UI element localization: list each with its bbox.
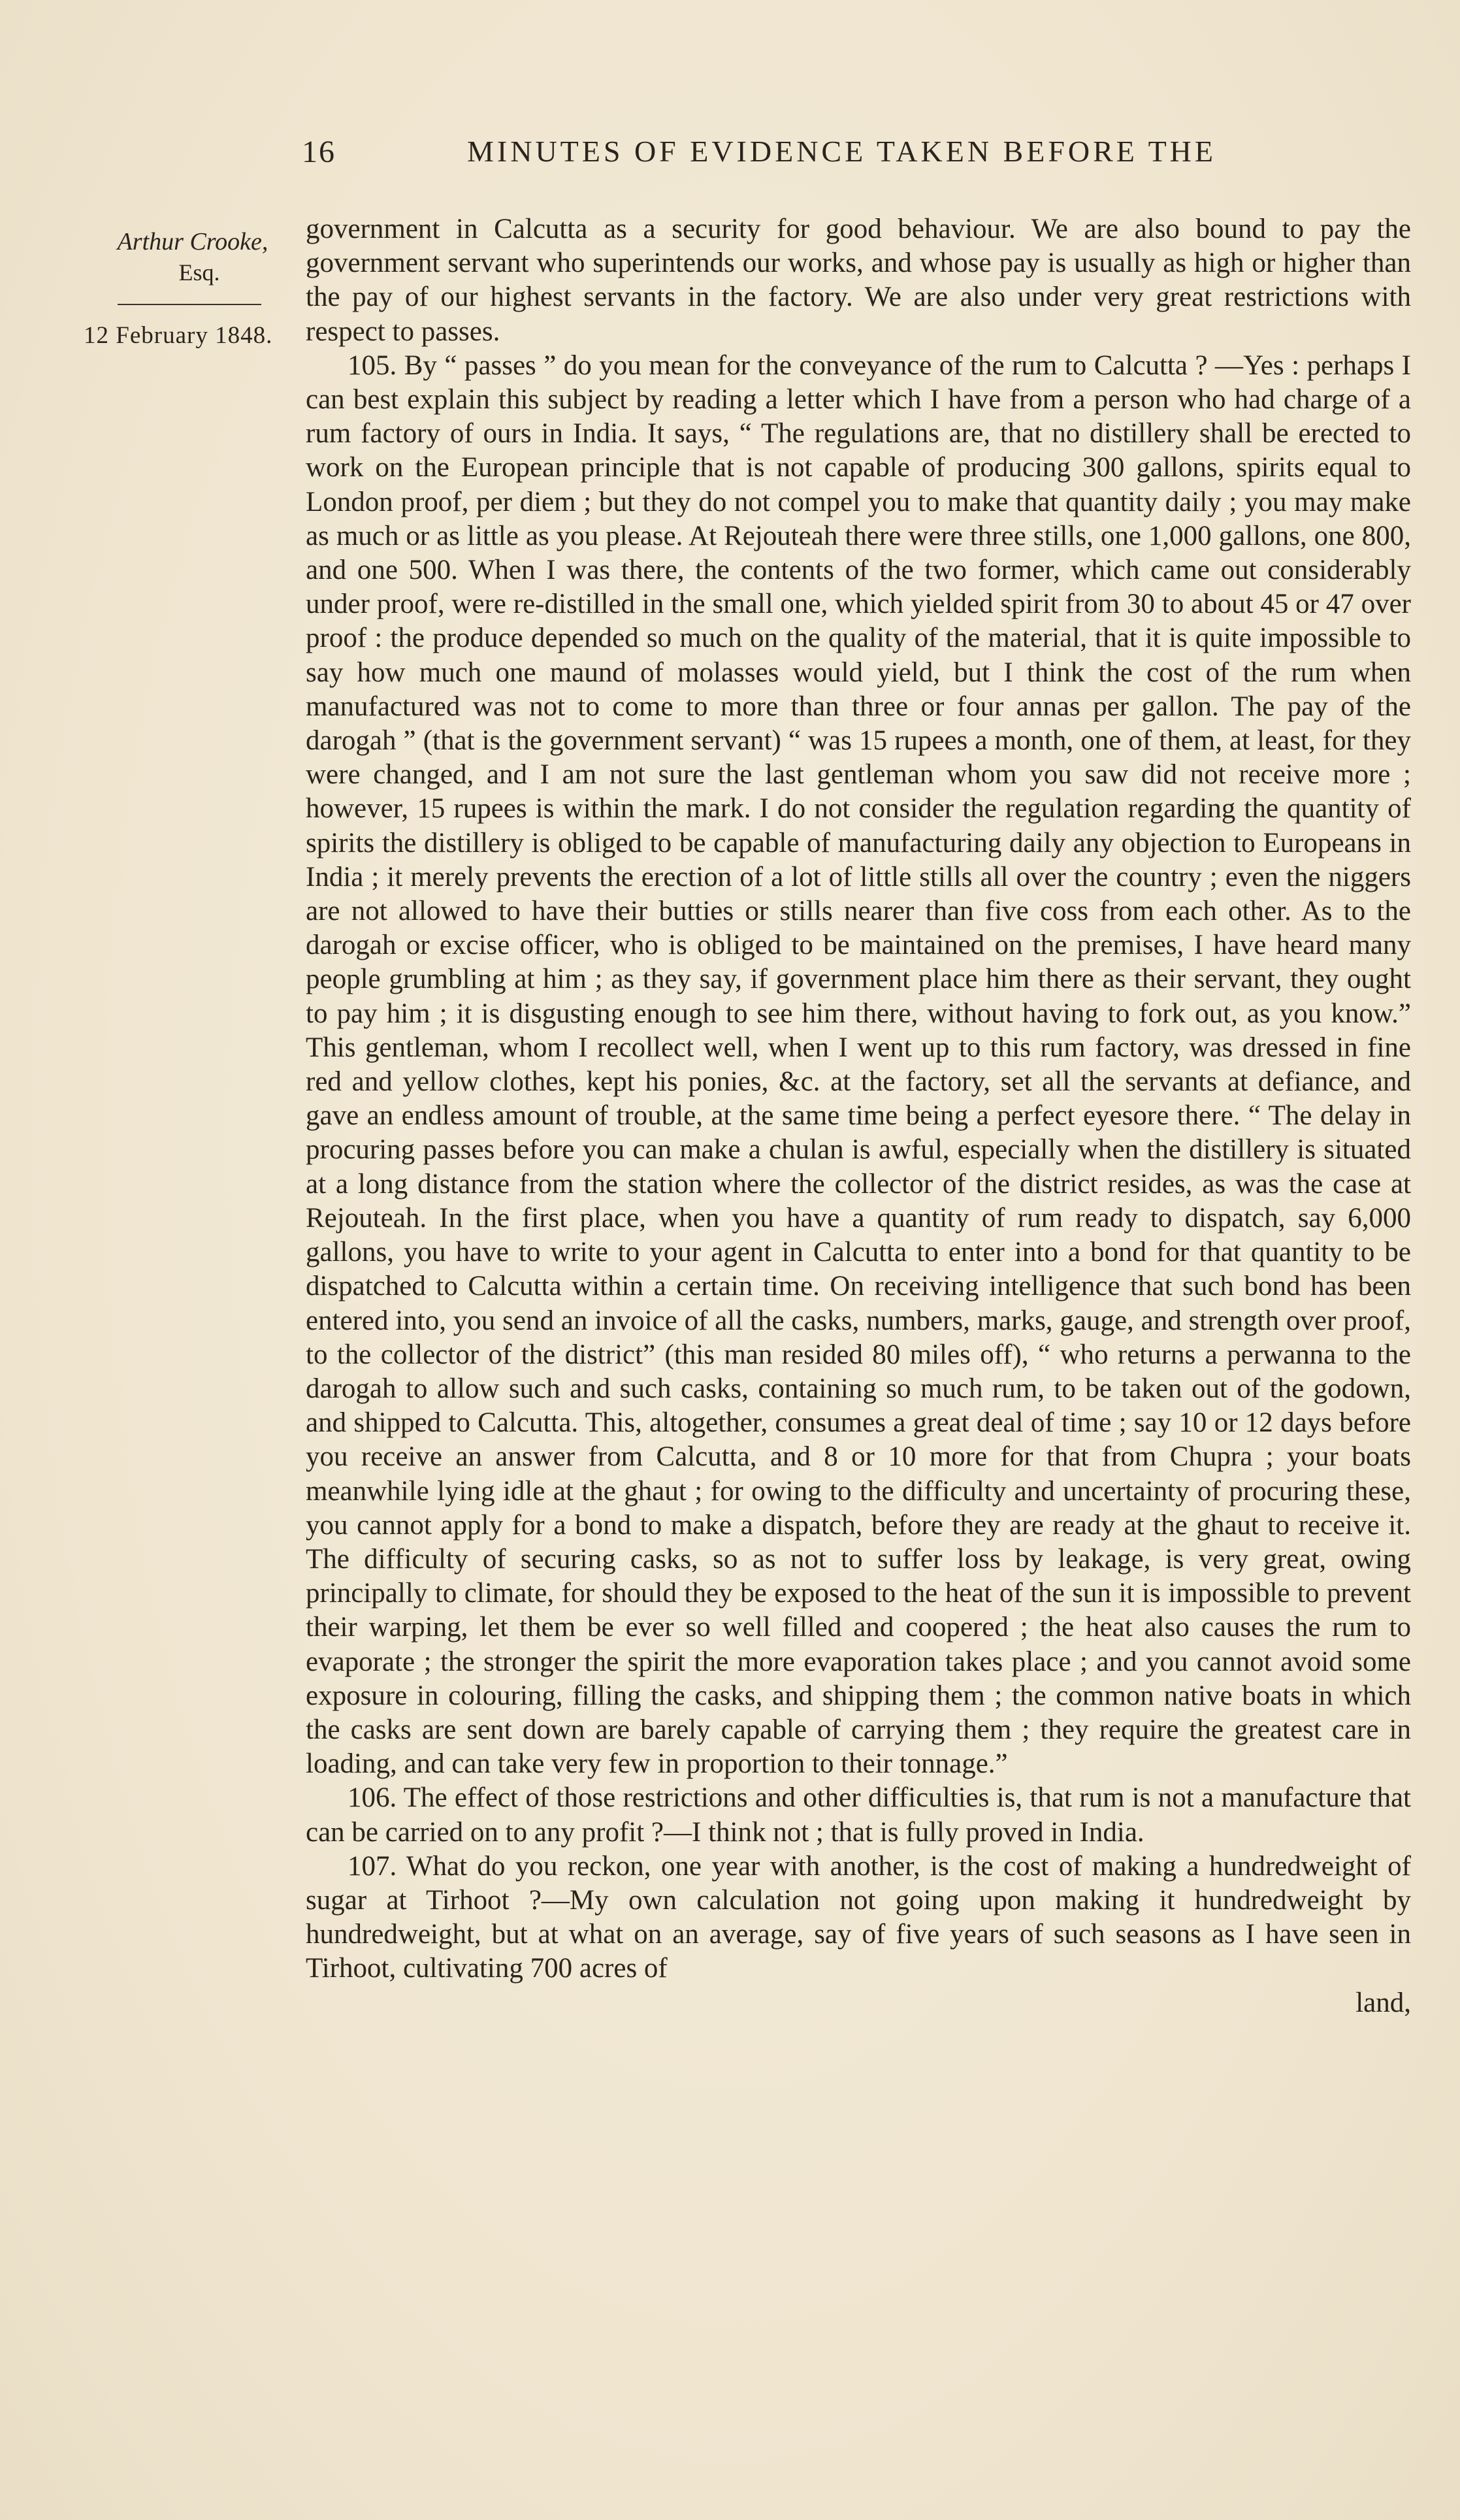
margin-rule: [118, 304, 261, 305]
paragraph-question-107: 107. What do you reckon, one year with another, is the cost of making a hundredweight of sugar at Tirhoot ?—My own calculation not going upon making it hundredweight by hundredweight, but at what on an average, say of five years of such seasons as I have seen in Tirhoot, cultivating 700 acres of: [306, 1850, 1411, 1984]
page-header: [0, 134, 1460, 186]
margin-note: [78, 225, 294, 305]
catchword: land,: [1355, 1987, 1411, 2018]
body-text: [306, 212, 1411, 2020]
paragraph-continuation: government in Calcutta as a security for good behaviour. We are also bound to pay the government servant who superintends our works, and whose pay is usually as high or higher than the pay of our highest servants in the factory. We are also under very great restrictions with respect to passes.: [306, 214, 1411, 347]
paragraph-question-106: 106. The effect of those restrictions and other difficulties is, that rum is not a manufacture that can be carried on to any profit ?—I think not ; that is fully proved in India.: [306, 1782, 1411, 1848]
witness-title: Esq.: [178, 259, 220, 286]
witness-date: 12 February 1848.: [84, 322, 273, 349]
running-title: MINUTES OF EVIDENCE TAKEN BEFORE THE: [467, 135, 1216, 168]
paragraph-question-105: 105. By “ passes ” do you mean for the conveyance of the rum to Calcutta ? —Yes : perhaps I can best explain this subject by reading a letter which I have from a person who had charge of a rum factory of ours in India. It says, “ The regulations are, that no distillery shall be erected to work on the European principle that is not capable of producing 300 gallons, spirits equal to London proof, per diem ; but they do not compel you to make that quantity daily ; you may make as much or as little as you please. At Rejouteah there were three stills, one 1,000 gallons, one 800, and one 500. When I was there, the contents of the two former, which came out considerably under proof, were re-distilled in the small one, which yielded spirit from 30 to about 45 or 47 over proof : the produce depended so much on the quality of the material, that it is quite impossible to say how much one maund of molasses would yield, but I think the cost of the rum when manufactured was not to come to more than three or four annas per gallon. The pay of the darogah ” (that is the government servant) “ was 15 rupees a month, one of them, at least, for they were changed, and I am not sure the last gentleman whom you saw did not receive more ; however, 15 rupees is within the mark. I do not consider the regulation regarding the quantity of spirits the distillery is obliged to be capable of manufacturing daily any objection to Europeans in India ; it merely prevents the erection of a lot of little stills all over the country ; even the niggers are not allowed to have their butties or stills nearer than five coss from each other. As to the darogah or excise officer, who is obliged to be maintained on the premises, I have heard many people grumbling at him ; as they say, if government place him there as their servant, they ought to pay him ; it is disgusting enough to see him there, without having to fork out, as you know.” This gentleman, whom I recollect well, when I went up to this rum factory, was dressed in fine red and yellow clothes, kept his ponies, &c. at the factory, set all the servants at defiance, and gave an endless amount of trouble, at the same time being a perfect eyesore there. “ The delay in procuring passes before you can make a chulan is awful, especially when the distillery is situated at a long distance from the station where the collector of the district resides, as was the case at Rejouteah. In the first place, when you have a quantity of rum ready to dispatch, say 6,000 gallons, you have to write to your agent in Calcutta to enter into a bond for that quantity to be dispatched to Calcutta within a certain time. On receiving intelligence that such bond has been entered into, you send an invoice of all the casks, numbers, marks, gauge, and strength over proof, to the collector of the district” (this man resided 80 miles off), “ who returns a perwanna to the darogah to allow such and such casks, containing so much rum, to be taken out of the godown, and shipped to Calcutta. This, altogether, consumes a great deal of time ; say 10 or 12 days before you receive an answer from Calcutta, and 8 or 10 more for that from Chupra ; your boats meanwhile lying idle at the ghaut ; for owing to the difficulty and uncertainty of procuring these, you cannot apply for a bond to make a dispatch, before they are ready at the ghaut to receive it. The difficulty of securing casks, so as not to suffer loss by leakage, is very great, owing principally to climate, for should they be exposed to the heat of the sun it is impossible to prevent their warping, let them be ever so well filled and coopered ; the heat also causes the rum to evaporate ; the stronger the spirit the more evaporation takes place ; and you cannot avoid some exposure in colouring, filling the casks, and shipping them ; the common native boats in which the casks are sent down are barely capable of carrying them ; they require the greatest care in loading, and can take very few in proportion to their tonnage.”: [306, 350, 1411, 1780]
witness-name: Arthur Crooke,: [117, 228, 268, 255]
page-number: 16: [302, 135, 336, 169]
